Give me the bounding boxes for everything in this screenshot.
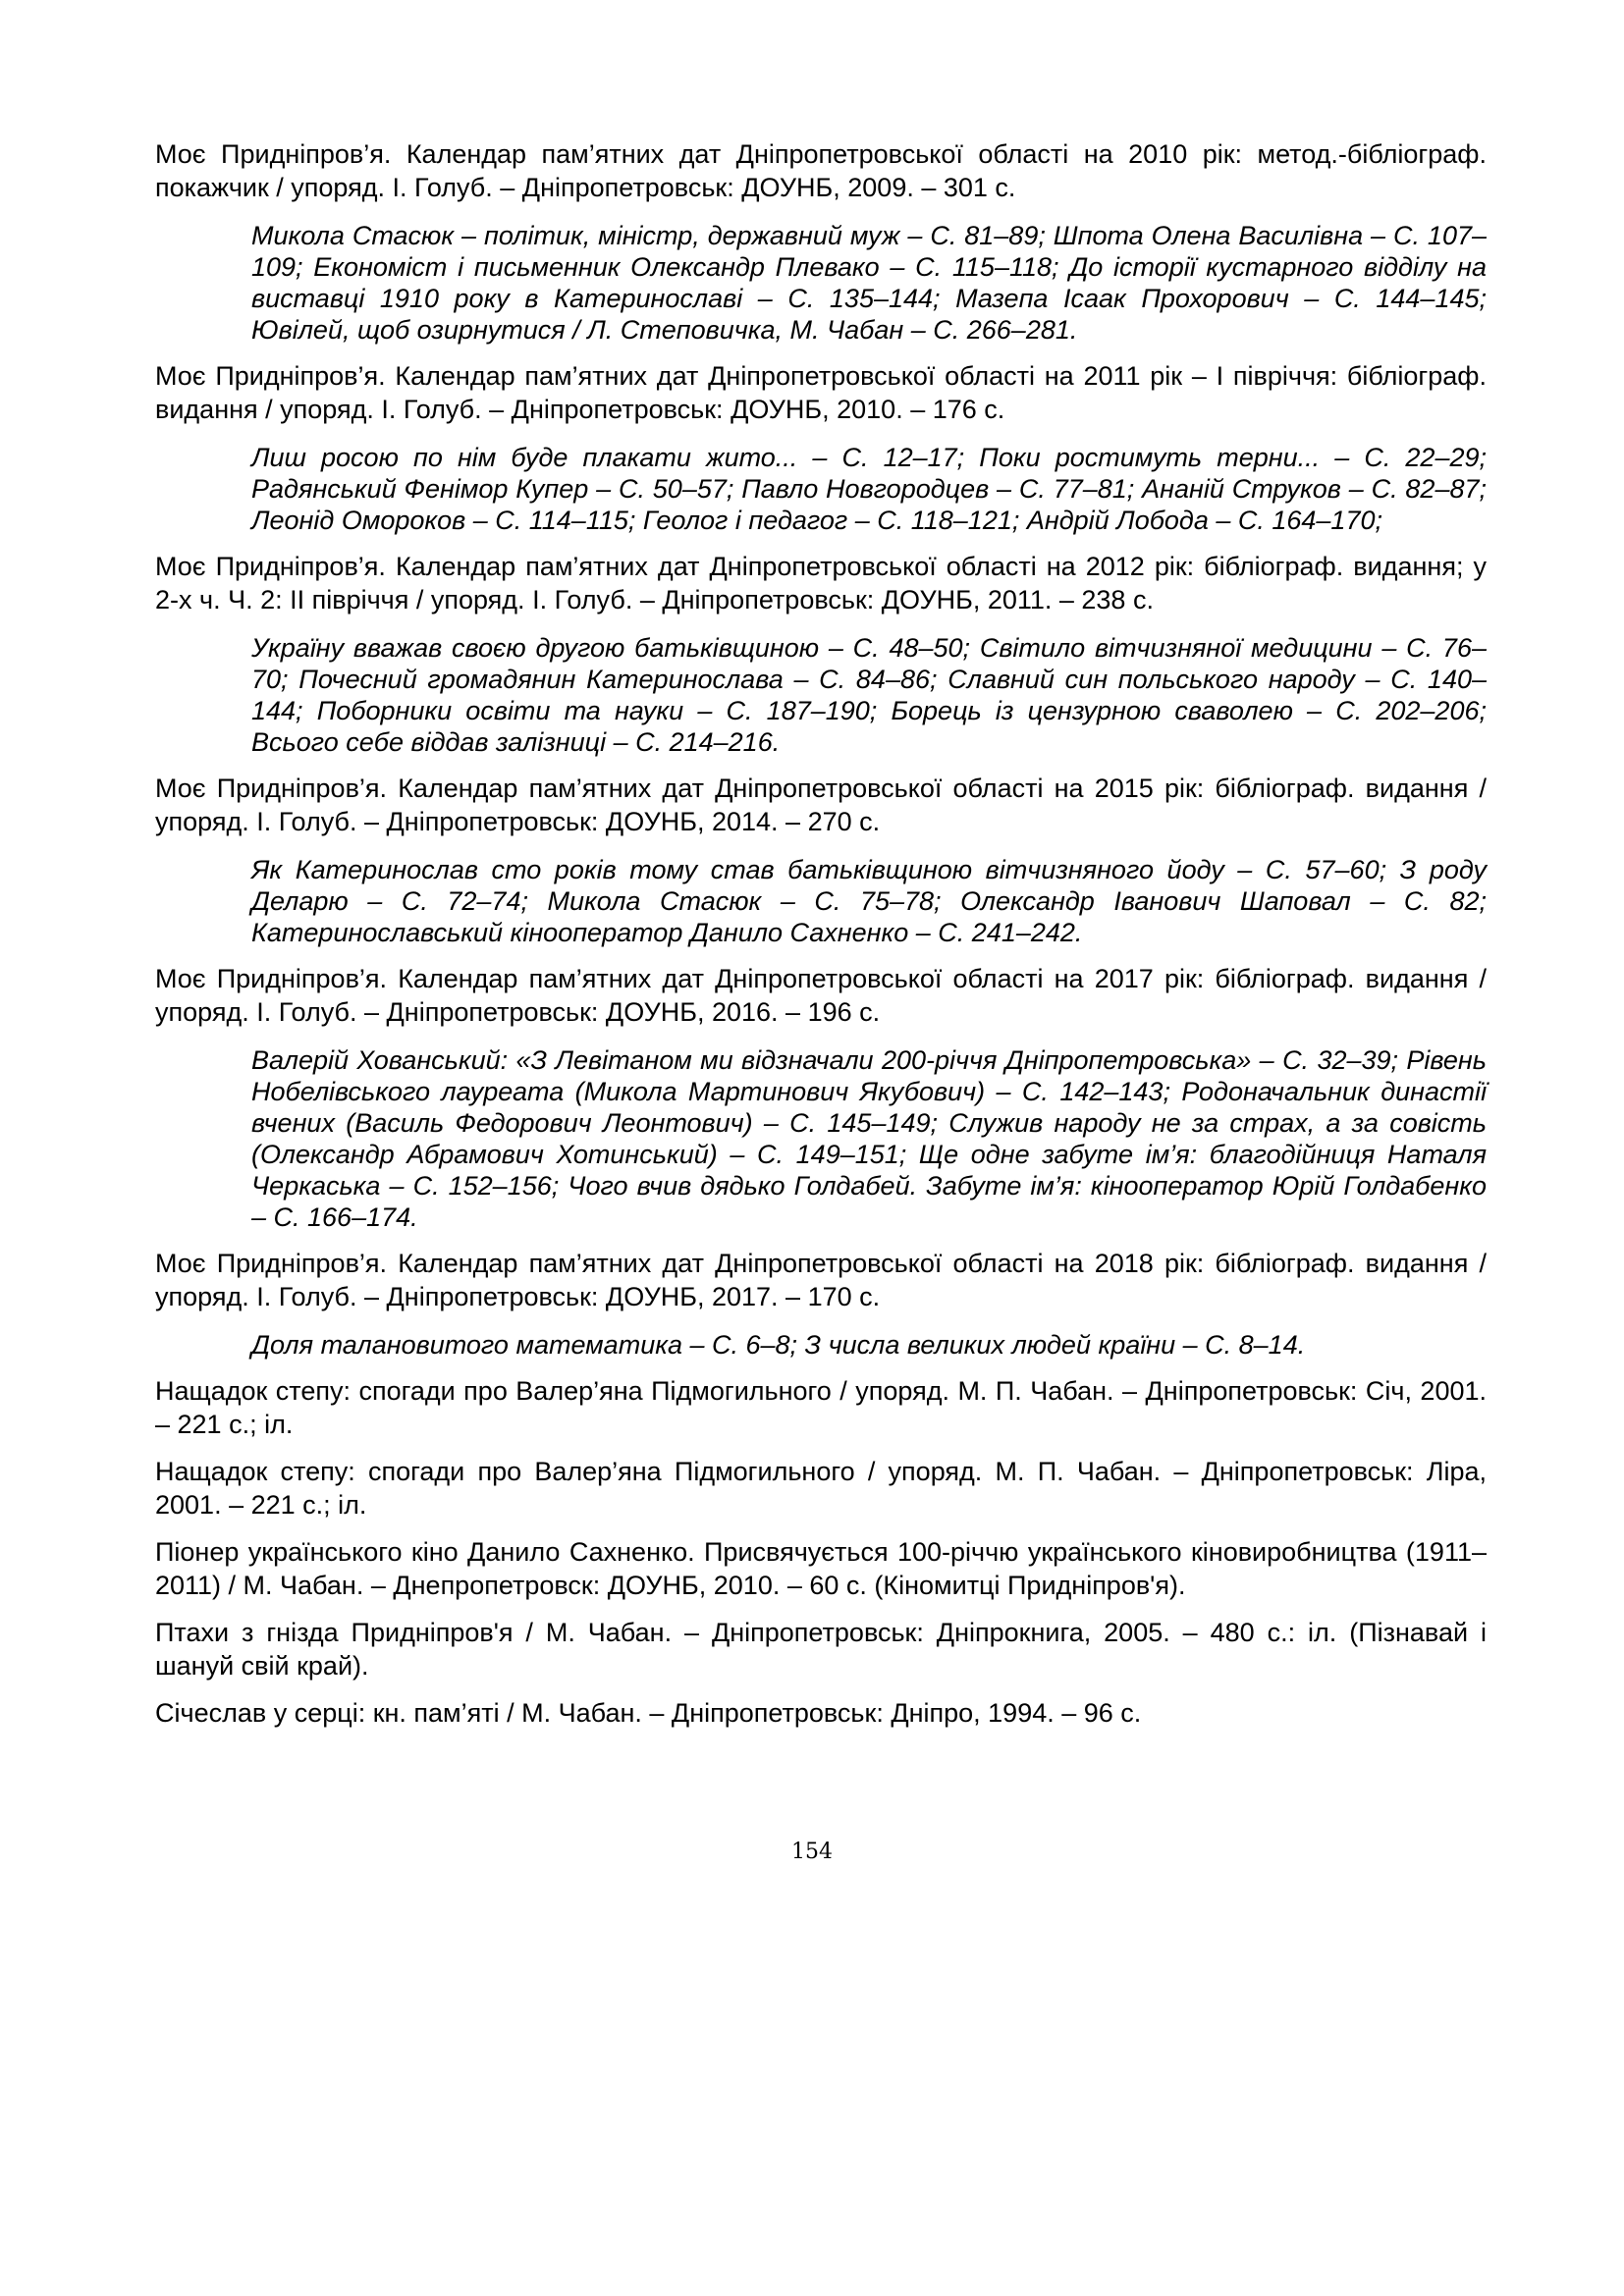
bibliography-list xyxy=(155,137,1487,1743)
entry-citation: Птахи з гнізда Придніпров'я / М. Чабан. – Дніпропетровськ: Дніпрокнига, 2005. – 480 с.: іл. (Пізнавай і шануй свій край). xyxy=(155,1618,1487,1681)
entry-citation: Моє Придніпров’я. Календар пам’ятних дат Дніпропетровської області на 2017 рік: бібліограф. видання / упоряд. І. Голуб. – Дніпропетровськ: ДОУНБ, 2016. – 196 с. xyxy=(155,964,1487,1027)
bibliography-entry xyxy=(155,1616,1487,1682)
entry-citation: Моє Придніпров’я. Календар пам’ятних дат Дніпропетровської області на 2012 рік: бібліограф. видання; у 2-х ч. Ч. 2: ІІ півріччя / упоряд. І. Голуб. – Дніпропетровськ: ДОУНБ, 2011. – 238 с. xyxy=(155,552,1487,614)
entry-contents: Лиш росою по нім буде плакати жито... – С. 12–17; Поки ростимуть терни... – С. 22–29; Радянський Фенімор Купер – С. 50–57; Павло Новгородцев – С. 77–81; Ананій Струков – С. 82–87; Леонід Омороков – С. 114–115; Геолог і педагог – С. 118–121; Андрій Лобода – С. 164–170; xyxy=(251,443,1487,535)
entry-citation: Нащадок степу: спогади про Валер’яна Підмогильного / упоряд. М. П. Чабан. – Дніпропетровськ: Січ, 2001. – 221 с.; іл. xyxy=(155,1376,1487,1439)
entry-citation: Моє Придніпров’я. Календар пам’ятних дат Дніпропетровської області на 2010 рік: метод.-бібліограф. покажчик / упоряд. І. Голуб. – Дніпропетровськ: ДОУНБ, 2009. – 301 с. xyxy=(155,139,1487,202)
bibliography-entry xyxy=(155,772,1487,948)
bibliography-entry xyxy=(155,550,1487,758)
bibliography-entry xyxy=(155,359,1487,536)
entry-citation: Моє Придніпров’я. Календар пам’ятних дат Дніпропетровської області на 2011 рік – І півріччя: бібліограф. видання / упоряд. І. Голуб. – Дніпропетровськ: ДОУНБ, 2010. – 176 с. xyxy=(155,361,1487,424)
entry-citation: Моє Придніпров’я. Календар пам’ятних дат Дніпропетровської області на 2018 рік: бібліограф. видання / упоряд. І. Голуб. – Дніпропетровськ: ДОУНБ, 2017. – 170 с. xyxy=(155,1249,1487,1311)
entry-contents: Доля талановитого математика – С. 6–8; З числа великих людей країни – С. 8–14. xyxy=(251,1330,1306,1360)
bibliography-entry xyxy=(155,137,1487,346)
bibliography-entry xyxy=(155,1374,1487,1441)
entry-citation: Січеслав у серці: кн. пам’яті / М. Чабан. – Дніпропетровськ: Дніпро, 1994. – 96 с. xyxy=(155,1698,1142,1728)
entry-contents: Як Катеринослав сто років тому став батьківщиною вітчизняного йоду – С. 57–60; З роду Деларю – С. 72–74; Микола Стасюк – С. 75–78; Олександр Іванович Шаповал – С. 82; Катеринославський кінооператор Данило Сахненко – С. 241–242. xyxy=(251,855,1487,947)
entry-contents: Україну вважав своєю другою батьківщиною – С. 48–50; Світило вітчизняної медицини – С. 76–70; Почесний громадянин Катеринослава – С. 84–86; Славний син польського народу – С. 140–144; Поборники освіти та науки – С. 187–190; Борець із цензурною сваволею – С. 202–206; Всього себе віддав залізниці – С. 214–216. xyxy=(251,633,1487,757)
bibliography-entry xyxy=(155,1535,1487,1602)
bibliography-entry xyxy=(155,1455,1487,1522)
entry-citation: Нащадок степу: спогади про Валер’яна Підмогильного / упоряд. М. П. Чабан. – Дніпропетровськ: Ліра, 2001. – 221 с.; іл. xyxy=(155,1457,1487,1520)
entry-contents: Валерій Хованський: «З Левітаном ми відзначали 200-річчя Дніпропетровська» – С. 32–39; Рівень Нобелівського лауреата (Микола Мартинович Якубович) – С. 142–143; Родоначальник династії вчених (Василь Федорович Леонтович) – С. 145–149; Служив народу не за страх, а за совість (Олександр Абрамович Хотинський) – С. 149–151; Ще одне забуте ім’я: благодійниця Наталя Черкаська – С. 152–156; Чого вчив дядько Голдабей. Забуте ім’я: кінооператор Юрій Голдабенко – С. 166–174. xyxy=(251,1045,1487,1232)
entry-contents: Микола Стасюк – політик, міністр, державний муж – С. 81–89; Шпота Олена Василівна – С. 107–109; Економіст і письменник Олександр Плевако – С. 115–118; До історії кустарного відділу на виставці 1910 року в Катеринославі – С. 135–144; Мазепа Ісаак Прохорович – С. 144–145; Ювілей, щоб озирнутися / Л. Степовичка, М. Чабан – С. 266–281. xyxy=(251,221,1487,345)
entry-citation: Піонер українського кіно Данило Сахненко. Присвячується 100-річчю українського кіновиробництва (1911–2011) / М. Чабан. – Днепропетровск: ДОУНБ, 2010. – 60 с. (Кіномитці Придніпров'я). xyxy=(155,1537,1487,1600)
page-number: 154 xyxy=(791,1840,833,1864)
bibliography-entry xyxy=(155,962,1487,1233)
entry-citation: Моє Придніпров’я. Календар пам’ятних дат Дніпропетровської області на 2015 рік: бібліограф. видання / упоряд. І. Голуб. – Дніпропетровськ: ДОУНБ, 2014. – 270 с. xyxy=(155,774,1487,836)
bibliography-entry xyxy=(155,1247,1487,1361)
bibliography-entry xyxy=(155,1696,1487,1730)
